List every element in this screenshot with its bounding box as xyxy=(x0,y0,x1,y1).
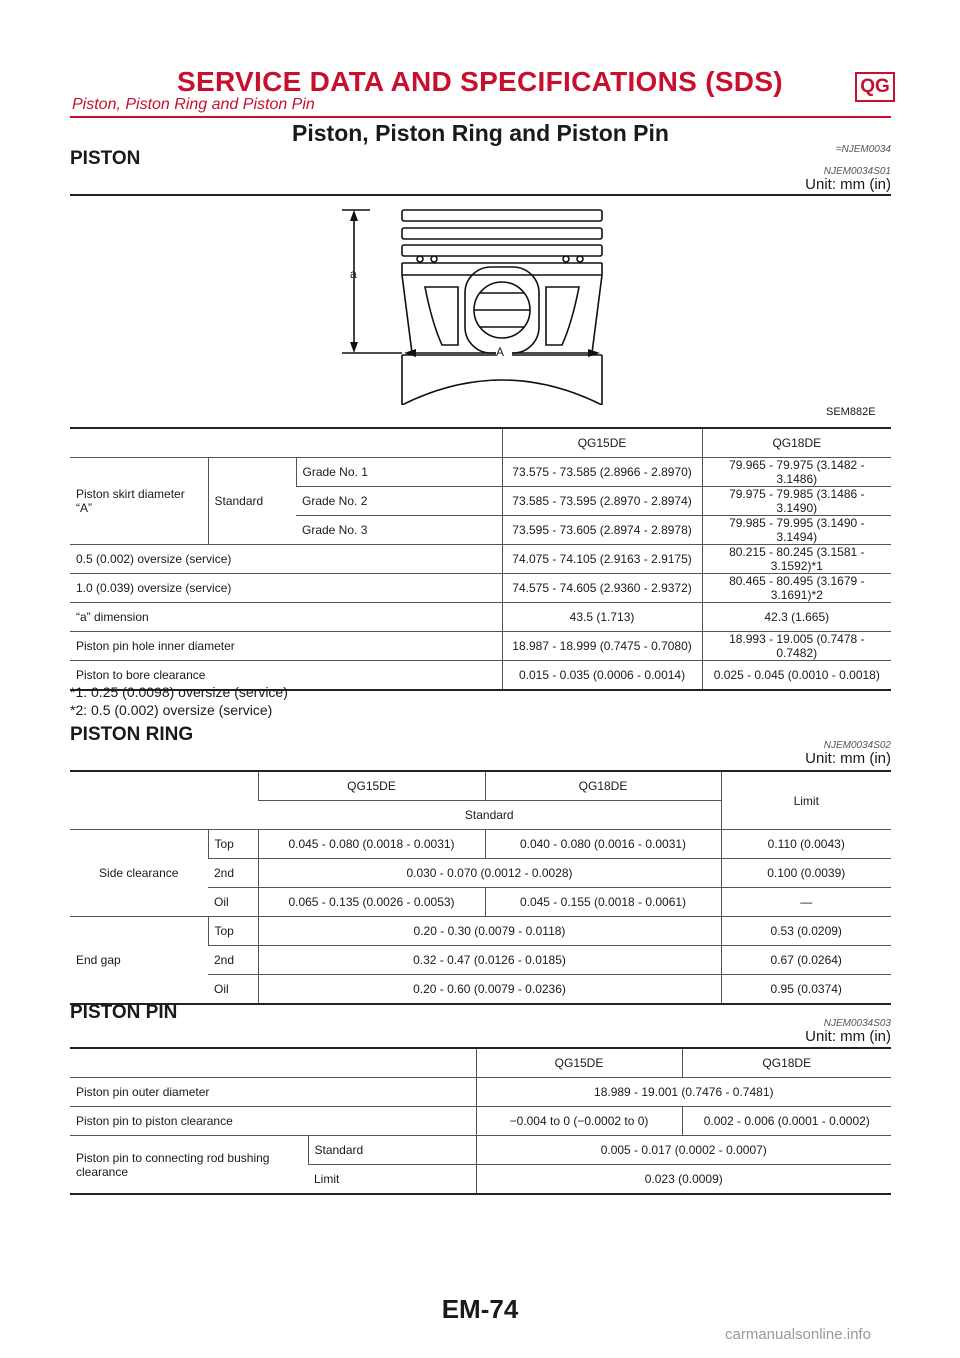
table-cell: 18.993 - 19.005 (0.7478 - 0.7482) xyxy=(702,632,891,661)
table-cell: 80.215 - 80.245 (3.1581 - 3.1592)*1 xyxy=(702,545,891,574)
table-row xyxy=(70,1136,891,1165)
table-cell: 0.005 - 0.017 (0.0002 - 0.0007) xyxy=(476,1136,891,1165)
row-label: Piston pin to piston clearance xyxy=(70,1107,476,1136)
table-row xyxy=(70,632,891,661)
piston-unit: Unit: mm (in) xyxy=(805,176,891,193)
row-label: Piston pin outer diameter xyxy=(70,1078,476,1107)
column-header: QG15DE xyxy=(476,1048,682,1078)
grade-label: Grade No. 1 xyxy=(296,458,502,487)
table-cell: 0.023 (0.0009) xyxy=(476,1165,891,1195)
ring-label: Top xyxy=(208,830,258,859)
table-cell: 0.045 - 0.155 (0.0018 - 0.0061) xyxy=(485,888,721,917)
row-label: Piston pin to connecting rod bushing clearance xyxy=(70,1136,308,1195)
table-cell: 0.20 - 0.60 (0.0079 - 0.0236) xyxy=(258,975,721,1005)
table-row xyxy=(70,771,891,801)
table-row xyxy=(70,917,891,946)
table-cell: 0.025 - 0.045 (0.0010 - 0.0018) xyxy=(702,661,891,691)
table-cell: 0.67 (0.0264) xyxy=(721,946,891,975)
table-row xyxy=(70,1107,891,1136)
piston-section-title: PISTON xyxy=(70,148,141,169)
table-cell: 0.015 - 0.035 (0.0006 - 0.0014) xyxy=(502,661,702,691)
ring-unit: Unit: mm (in) xyxy=(805,750,891,767)
row-label: Piston to bore clearance xyxy=(70,661,502,691)
column-header: QG18DE xyxy=(682,1048,891,1078)
ring-label: Oil xyxy=(208,888,258,917)
page-number: EM-74 xyxy=(441,1294,519,1324)
table-cell: 42.3 (1.665) xyxy=(702,603,891,632)
table-row xyxy=(70,428,891,458)
ring-section-code: NJEM0034S02 xyxy=(823,740,891,751)
grade-label: Grade No. 2 xyxy=(296,487,502,516)
ring-label: Oil xyxy=(208,975,258,1005)
table-row xyxy=(70,1048,891,1078)
header-title: SERVICE DATA AND SPECIFICATIONS (SDS) xyxy=(177,66,783,97)
column-header: Standard xyxy=(258,801,721,830)
piston-pin-table xyxy=(70,1047,891,1195)
table-cell: 79.975 - 79.985 (3.1486 - 3.1490) xyxy=(702,487,891,516)
table-row xyxy=(70,545,891,574)
table-cell: 79.985 - 79.995 (3.1490 - 3.1494) xyxy=(702,516,891,545)
section-badge: QG xyxy=(855,72,895,102)
row-label: Limit xyxy=(308,1165,476,1195)
table-cell: 0.002 - 0.006 (0.0001 - 0.0002) xyxy=(682,1107,891,1136)
row-label: End gap xyxy=(70,917,208,1005)
row-label: “a” dimension xyxy=(70,603,502,632)
table-cell: 0.045 - 0.080 (0.0018 - 0.0031) xyxy=(258,830,485,859)
header-divider xyxy=(70,116,891,118)
figure-caption: SEM882E xyxy=(826,406,876,418)
piston-section-code: NJEM0034S01 xyxy=(823,166,891,177)
table-cell: 73.595 - 73.605 (2.8974 - 2.8978) xyxy=(502,516,702,545)
row-label: Standard xyxy=(308,1136,476,1165)
row-label: Piston skirt diameter “A” xyxy=(70,458,208,545)
table-cell: 0.030 - 0.070 (0.0012 - 0.0028) xyxy=(258,859,721,888)
ring-label: 2nd xyxy=(208,946,258,975)
column-header: QG15DE xyxy=(258,771,485,801)
footnote-1: *1: 0.25 (0.0098) oversize (service) xyxy=(70,684,288,700)
row-label: 0.5 (0.002) oversize (service) xyxy=(70,545,502,574)
table-cell: 0.110 (0.0043) xyxy=(721,830,891,859)
column-header: QG18DE xyxy=(485,771,721,801)
pin-section-title: PISTON PIN xyxy=(70,1002,178,1023)
piston-ring-table xyxy=(70,770,891,1005)
grade-label: Grade No. 3 xyxy=(296,516,502,545)
row-label: Piston pin hole inner diameter xyxy=(70,632,502,661)
page-heading-code: =NJEM0034 xyxy=(835,144,891,155)
table-cell: 18.989 - 19.001 (0.7476 - 0.7481) xyxy=(476,1078,891,1107)
piston-diagram xyxy=(330,205,620,405)
piston-table xyxy=(70,427,891,691)
table-cell: 80.465 - 80.495 (3.1679 - 3.1691)*2 xyxy=(702,574,891,603)
watermark: carmanualsonline.info xyxy=(725,1326,871,1343)
column-header: QG18DE xyxy=(702,428,891,458)
table-cell: −0.004 to 0 (−0.0002 to 0) xyxy=(476,1107,682,1136)
table-row xyxy=(70,830,891,859)
table-row xyxy=(70,458,891,487)
table-cell: 0.32 - 0.47 (0.0126 - 0.0185) xyxy=(258,946,721,975)
table-cell: 74.075 - 74.105 (2.9163 - 2.9175) xyxy=(502,545,702,574)
table-cell: 73.585 - 73.595 (2.8970 - 2.8974) xyxy=(502,487,702,516)
table-cell: 43.5 (1.713) xyxy=(502,603,702,632)
table-cell: 18.987 - 18.999 (0.7475 - 0.7080) xyxy=(502,632,702,661)
piston-rule xyxy=(70,194,891,196)
row-label: 1.0 (0.039) oversize (service) xyxy=(70,574,502,603)
table-cell: 0.040 - 0.080 (0.0016 - 0.0031) xyxy=(485,830,721,859)
table-cell: — xyxy=(721,888,891,917)
ring-section-title: PISTON RING xyxy=(70,724,194,745)
column-header: Limit xyxy=(721,771,891,830)
row-label: Standard xyxy=(208,458,296,545)
table-row xyxy=(70,1078,891,1107)
table-cell: 79.965 - 79.975 (3.1482 - 3.1486) xyxy=(702,458,891,487)
table-cell: 73.575 - 73.585 (2.8966 - 2.8970) xyxy=(502,458,702,487)
pin-unit: Unit: mm (in) xyxy=(805,1028,891,1045)
footnote-2: *2: 0.5 (0.002) oversize (service) xyxy=(70,702,273,718)
figure-label-a: a xyxy=(350,267,357,281)
row-label: Side clearance xyxy=(70,830,208,917)
page-heading: Piston, Piston Ring and Piston Pin xyxy=(292,120,669,146)
table-cell: 0.065 - 0.135 (0.0026 - 0.0053) xyxy=(258,888,485,917)
table-row xyxy=(70,603,891,632)
table-cell: 74.575 - 74.605 (2.9360 - 2.9372) xyxy=(502,574,702,603)
table-cell: 0.95 (0.0374) xyxy=(721,975,891,1005)
table-cell: 0.20 - 0.30 (0.0079 - 0.0118) xyxy=(258,917,721,946)
ring-label: Top xyxy=(208,917,258,946)
pin-section-code: NJEM0034S03 xyxy=(823,1018,891,1029)
ring-label: 2nd xyxy=(208,859,258,888)
column-header: QG15DE xyxy=(502,428,702,458)
table-cell: 0.53 (0.0209) xyxy=(721,917,891,946)
header-subtitle: Piston, Piston Ring and Piston Pin xyxy=(72,96,315,113)
table-row xyxy=(70,574,891,603)
figure-label-A: A xyxy=(496,345,505,359)
table-cell: 0.100 (0.0039) xyxy=(721,859,891,888)
